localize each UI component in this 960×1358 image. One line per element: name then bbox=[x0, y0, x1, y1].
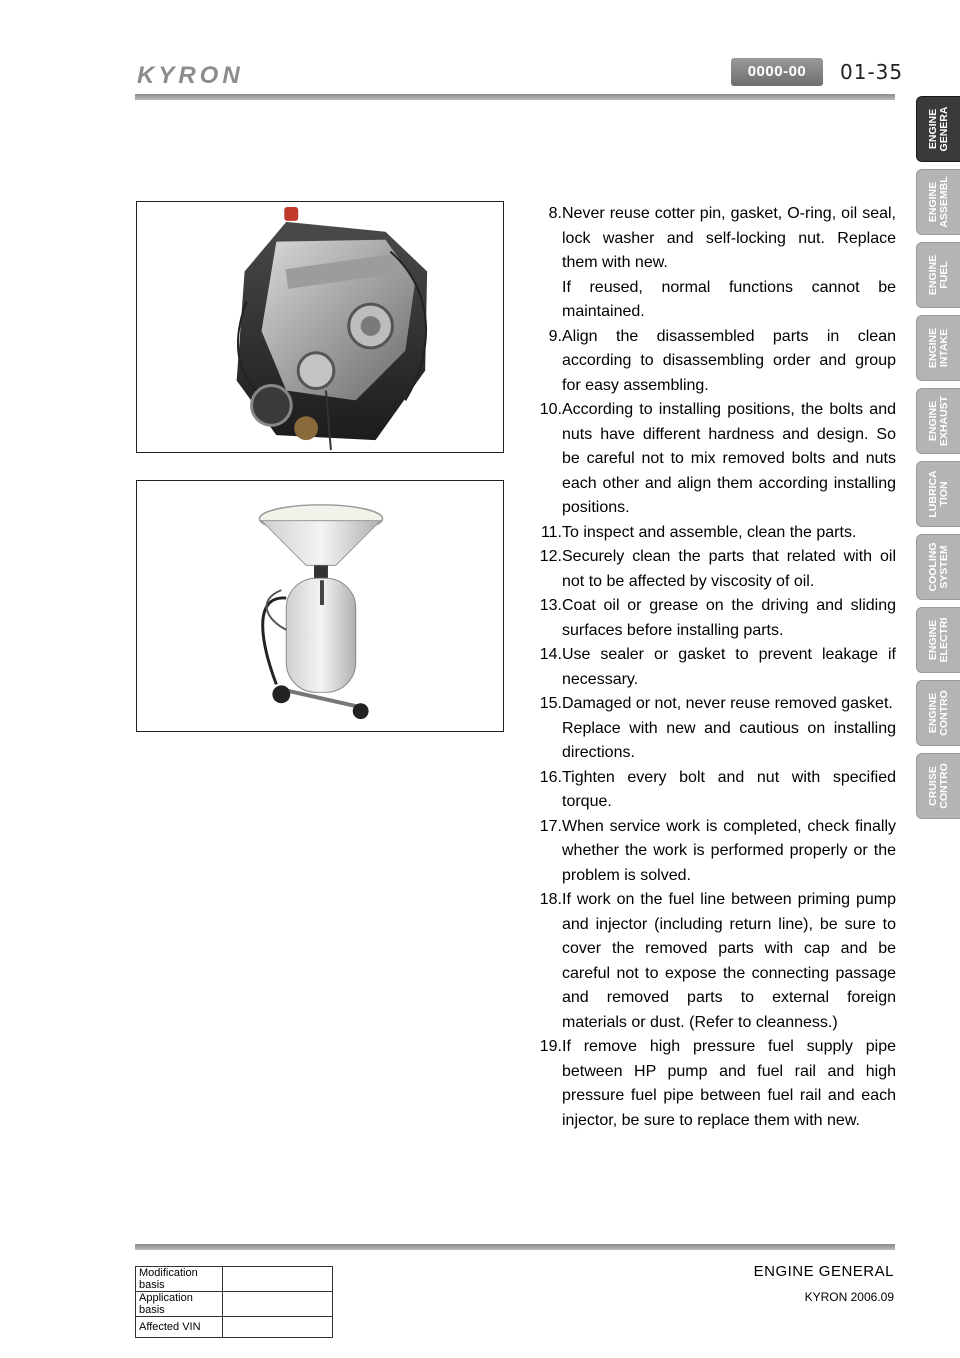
instruction-list bbox=[520, 202, 896, 1133]
chapter-tab-label bbox=[928, 763, 950, 809]
step-text bbox=[562, 545, 896, 594]
engine-illustration bbox=[137, 202, 503, 452]
tab-label-line1: COOLING bbox=[926, 542, 939, 592]
chapter-tab-5[interactable] bbox=[916, 461, 960, 527]
chapter-tab-label bbox=[928, 176, 950, 227]
tab-label-line1: CRUISE bbox=[926, 766, 939, 806]
chapter-tab-label bbox=[928, 328, 950, 368]
basis-label: Modification basis bbox=[136, 1267, 223, 1292]
step-text bbox=[562, 325, 896, 399]
step-text bbox=[562, 398, 896, 521]
step-paragraph: Damaged or not, never reuse removed gasket. bbox=[562, 695, 893, 712]
list-item bbox=[520, 325, 896, 399]
tab-label-line2: SYSTEM bbox=[937, 545, 950, 589]
tab-label-line1: LUBRICA bbox=[926, 470, 939, 518]
table-row bbox=[136, 1317, 333, 1338]
step-paragraph: Coat oil or grease on the driving and sliding surfaces before installing parts. bbox=[562, 597, 896, 639]
kyron-logo bbox=[135, 60, 283, 90]
chapter-tab-4[interactable] bbox=[916, 388, 960, 454]
tab-label-line1: ENGINE bbox=[926, 327, 939, 369]
basis-value bbox=[223, 1317, 333, 1338]
step-number: 8. bbox=[548, 205, 562, 222]
step-number: 10. bbox=[539, 401, 562, 418]
brand-wordmark: KYRON bbox=[137, 62, 244, 89]
step-text bbox=[562, 888, 896, 1035]
step-text bbox=[562, 643, 896, 692]
list-item bbox=[520, 202, 896, 325]
chapter-tab-0[interactable] bbox=[916, 96, 960, 162]
step-paragraph: If remove high pressure fuel supply pipe between HP pump and fuel rail and high pressure fuel pipe between fuel rail and each injector, be sure to replace them with new. bbox=[562, 1038, 896, 1129]
list-item bbox=[520, 594, 896, 643]
tab-label-line2: GENERA bbox=[937, 106, 950, 152]
step-text bbox=[562, 692, 896, 766]
step-number: 9. bbox=[548, 327, 562, 345]
step-number: 12. bbox=[539, 548, 562, 565]
list-item bbox=[520, 815, 896, 889]
list-item bbox=[520, 1035, 896, 1133]
engine-figure bbox=[136, 201, 504, 453]
chapter-tab-label bbox=[928, 618, 950, 663]
tab-label-line2: ASSEMBL bbox=[937, 176, 950, 228]
chapter-tab-label bbox=[928, 470, 950, 517]
step-text bbox=[562, 766, 896, 815]
step-number: 11. bbox=[540, 523, 562, 541]
step-text bbox=[562, 521, 896, 546]
chapter-tab-2[interactable] bbox=[916, 242, 960, 308]
step-paragraph: To inspect and assemble, clean the parts. bbox=[562, 523, 857, 541]
step-text bbox=[562, 202, 896, 325]
oil-drain-figure bbox=[136, 480, 504, 732]
document-id: KYRON 2006.09 bbox=[804, 1290, 894, 1304]
basis-label: Application basis bbox=[136, 1292, 223, 1317]
chapter-tab-label bbox=[928, 255, 950, 295]
step-paragraph: When service work is completed, check finally whether the work is performed properly or the problem is solved. bbox=[562, 817, 896, 884]
chapter-tab-label bbox=[928, 690, 950, 736]
list-item bbox=[520, 692, 896, 766]
chapter-tab-8[interactable] bbox=[916, 680, 960, 746]
tab-label-line2: ELECTRI bbox=[937, 617, 950, 663]
tab-label-line1: ENGINE bbox=[926, 181, 939, 223]
section-name: ENGINE GENERAL bbox=[753, 1263, 894, 1280]
tab-label-line2: FUEL bbox=[937, 261, 950, 289]
step-number: 17. bbox=[539, 817, 562, 835]
tab-label-line2: EXHAUST bbox=[937, 395, 950, 447]
header-rule bbox=[135, 94, 895, 100]
list-item bbox=[520, 643, 896, 692]
list-item bbox=[520, 521, 896, 546]
chapter-tab-6[interactable] bbox=[916, 534, 960, 600]
table-row bbox=[136, 1292, 333, 1317]
tab-label-line1: ENGINE bbox=[926, 108, 939, 150]
chapter-tab-7[interactable] bbox=[916, 607, 960, 673]
basis-value bbox=[223, 1267, 333, 1292]
tab-label-line2: CONTRO bbox=[937, 690, 950, 736]
tab-label-line2: INTAKE bbox=[937, 328, 950, 368]
step-paragraph: Securely clean the parts that related with oil not to be affected by viscosity of oil. bbox=[562, 548, 896, 590]
table-row bbox=[136, 1267, 333, 1292]
step-paragraph: Use sealer or gasket to prevent leakage if necessary. bbox=[562, 646, 896, 688]
step-paragraph: Replace with new and cautious on installing directions. bbox=[562, 719, 896, 761]
step-number: 18. bbox=[539, 891, 562, 908]
step-number: 16. bbox=[539, 768, 562, 786]
list-item bbox=[520, 888, 896, 1035]
tab-label-line1: ENGINE bbox=[926, 254, 939, 296]
step-paragraph: If reused, normal functions cannot be maintained. bbox=[562, 278, 896, 320]
basis-value bbox=[223, 1292, 333, 1317]
chapter-tab-3[interactable] bbox=[916, 315, 960, 381]
oil-drain-illustration bbox=[137, 481, 503, 731]
tab-label-line2: TION bbox=[937, 481, 950, 507]
tab-label-line1: ENGINE bbox=[926, 400, 939, 442]
basis-table bbox=[135, 1266, 333, 1338]
basis-label: Affected VIN bbox=[136, 1317, 223, 1338]
step-paragraph: Tighten every bolt and nut with specified torque. bbox=[562, 768, 896, 810]
step-number: 19. bbox=[539, 1038, 562, 1055]
step-text bbox=[562, 1035, 896, 1133]
chapter-tab-9[interactable] bbox=[916, 753, 960, 819]
footer-rule bbox=[135, 1244, 895, 1250]
step-paragraph: Align the disassembled parts in clean according to disassembling order and group for easy assembling. bbox=[562, 327, 896, 394]
step-text bbox=[562, 594, 896, 643]
step-paragraph: Never reuse cotter pin, gasket, O-ring, oil seal, lock washer and self-locking nut. Replace them with new. bbox=[562, 205, 896, 271]
tab-label-line2: CONTRO bbox=[937, 763, 950, 809]
section-code-badge: 0000-00 bbox=[731, 58, 823, 86]
list-item bbox=[520, 766, 896, 815]
tab-label-line1: ENGINE bbox=[926, 619, 939, 661]
step-text bbox=[562, 815, 896, 889]
step-paragraph: If work on the fuel line between priming pump and injector (including return line), be sure to cover the removed parts with cap and be careful not to expose the connecting passage and removed parts to external foreign materials or dust. (Refer to cleanness.) bbox=[562, 891, 896, 1031]
chapter-tab-label bbox=[928, 107, 950, 152]
step-paragraph: According to installing positions, the bolts and nuts have different hardness and design. So be careful not to mix removed bolts and nuts each other and align them according installing positions. bbox=[562, 401, 896, 516]
tab-label-line1: ENGINE bbox=[926, 692, 939, 734]
list-item bbox=[520, 398, 896, 521]
page-number: 01-35 bbox=[840, 60, 904, 84]
chapter-tab-1[interactable] bbox=[916, 169, 960, 235]
chapter-tab-label bbox=[928, 543, 950, 592]
step-number: 14. bbox=[539, 646, 562, 663]
step-number: 15. bbox=[539, 695, 562, 712]
chapter-tab-label bbox=[928, 396, 950, 446]
step-number: 13. bbox=[539, 597, 562, 614]
list-item bbox=[520, 545, 896, 594]
